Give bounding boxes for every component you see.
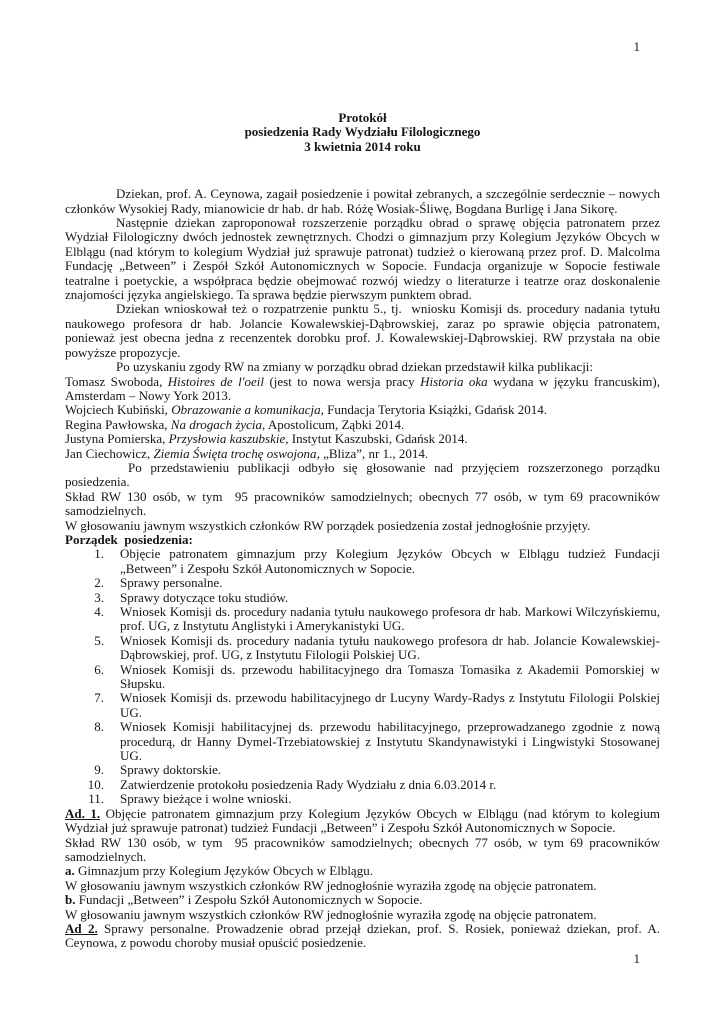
ad1-vote-b: W głosowaniu jawnym wszystkich członków RW jednogłośnie wyraziła zgodę na objęcie patronatem. <box>65 906 597 922</box>
agenda-item-number: 9. <box>94 762 104 778</box>
ad1-heading <box>65 807 660 836</box>
publication-title: Histoires de l'oeil <box>167 373 265 389</box>
agenda-item-text: Wniosek Komisji ds. procedury nadania tytułu naukowego profesora dr hab. Jolancie Kowalewskiej-Dąbrowskiej, prof. UG, z Instytutu Filologii Polskiej UG. <box>120 632 660 663</box>
text-run: Objęcie patronatem gimnazjum przy Kolegium Języków Obcych w Elblągu (nad którym to kolegium Wydział już sprawuje patronat) tudzież Fundacji „Between” i Zespołu Szkół Autonomicznych w Sopocie. <box>65 805 660 836</box>
text-run: Fundacji „Between” i Zespołu Szkół Autonomicznych w Sopocie. <box>75 892 423 908</box>
paragraph-motion-point5: Dziekan wnioskował też o rozpatrzenie punktu 5., tj. wniosku Komisji ds. procedury nadania tytułu naukowego profesora dr hab. Jolancie Kowalewskiej-Dąbrowskiej, zaraz po sprawie objęcia patronatem, ponieważ jest obecna jedna z recenzentek dorobku prof. J. Kowalewskiej-Dąbrowskiej. RW przystała na obie powyższe propozycje. <box>65 301 660 360</box>
paragraph-publications-intro: Po uzyskaniu zgody RW na zmiany w porządku obrad dziekan przedstawił kilka publikacji: <box>116 359 594 375</box>
agenda-item-6 <box>65 663 660 692</box>
agenda-item-text: Sprawy doktorskie. <box>120 762 222 778</box>
ad1-label: Ad. 1. <box>65 805 101 821</box>
agenda-item-text: Wniosek Komisji habilitacyjnej ds. przewodu habilitacyjnego, przeprowadzanego zgodnie z nową procedurą, dr Hanny Dymel-Trzebiatowskiej z Instytutu Skandynawistyki i Lingwistyki Stosowanej UG. <box>120 719 660 764</box>
agenda-item-text: Sprawy personalne. <box>120 575 223 591</box>
text-run: , Fundacja Terytoria Książki, Gdańsk 2014. <box>320 402 547 418</box>
agenda-item-number: 2. <box>94 575 104 591</box>
agenda-heading: Porządek posiedzenia: <box>65 531 193 547</box>
text-run: , Instytut Kaszubski, Gdańsk 2014. <box>285 431 468 447</box>
text-run: Tomasz Swoboda, <box>65 373 168 389</box>
publication-ciechowicz <box>65 447 660 461</box>
agenda-item-text: Zatwierdzenie protokołu posiedzenia Rady Wydziału z dnia 6.03.2014 r. <box>120 776 497 792</box>
point-a-label: a. <box>65 863 75 879</box>
agenda-item-11 <box>65 792 660 806</box>
agenda-item-9 <box>65 763 660 777</box>
agenda-item-number: 6. <box>94 661 104 677</box>
paragraph-after-publications: Po przedstawieniu publikacji odbyło się głosowanie nad przyjęciem rozszerzonego porządku posiedzenia. <box>65 459 660 490</box>
publication-title: Obrazowanie a komunikacja <box>171 402 321 418</box>
agenda-item-text: Sprawy dotyczące toku studiów. <box>120 589 289 605</box>
paragraph-vote-agenda: W głosowaniu jawnym wszystkich członków RW porządek posiedzenia został jednogłośnie przyjęty. <box>65 517 591 533</box>
publication-title: Przysłowia kaszubskie <box>168 431 286 447</box>
text-run: Jan Ciechowicz, <box>65 445 154 461</box>
publication-title: Na drogach życia <box>170 416 263 432</box>
agenda-item-5 <box>65 634 660 663</box>
agenda-item-8 <box>65 720 660 763</box>
ad2-label: Ad 2. <box>65 920 98 936</box>
text-run: Regina Pawłowska, <box>65 416 171 432</box>
agenda-item-number: 11. <box>88 791 104 807</box>
ad1-point-a <box>65 864 660 878</box>
agenda-item-7 <box>65 691 660 720</box>
text-run: , Apostolicum, Ząbki 2014. <box>262 416 405 432</box>
ad1-point-b <box>65 893 660 907</box>
publication-kubinski <box>65 403 660 417</box>
agenda-item-2 <box>65 576 660 590</box>
text-run: Sprawy personalne. Prowadzenie obrad przejął dziekan, prof. S. Rosiek, ponieważ dziekan, prof. A. Ceynowa, z powodu choroby musiał opuścić posiedzenie. <box>65 920 660 951</box>
text-run: , „Bliza”, nr 1., 2014. <box>316 445 429 461</box>
point-b-label: b. <box>65 892 76 908</box>
text-run: wydana w języku francuskim), Amsterdam – Nowy York 2013. <box>65 373 660 403</box>
publication-pawlowska <box>65 418 660 432</box>
ad1-vote-a: W głosowaniu jawnym wszystkich członków RW jednogłośnie wyraziła zgodę na objęcie patronatem. <box>65 877 597 893</box>
agenda-item-number: 3. <box>94 589 104 605</box>
page-number-header: 1 <box>633 39 640 54</box>
agenda-item-text: Sprawy bieżące i wolne wnioski. <box>120 791 292 807</box>
ad2-heading <box>65 922 660 951</box>
document-content <box>65 0 660 951</box>
agenda-item-1 <box>65 547 660 576</box>
agenda-item-10 <box>65 778 660 792</box>
text-run: Gimnazjum przy Kolegium Języków Obcych w Elblągu. <box>74 863 373 879</box>
title-line-protokol: Protokół <box>338 110 387 125</box>
title-line-council: posiedzenia Rady Wydziału Filologicznego <box>244 124 481 140</box>
paragraph-attendance: Skład RW 130 osób, w tym 95 pracowników samodzielnych; obecnych 77 osób, w tym 69 pracowników samodzielnych. <box>65 488 660 519</box>
paragraph-agenda-expansion: Następnie dziekan zaproponował rozszerzenie porządku obrad o sprawę objęcia patronatem przez Wydział Filologiczny dwóch jednostek zewnętrznych. Chodzi o gimnazjum przy Kolegium Języków Obcych w Elblągu (nad którym to kolegium Wydział już sprawuje patronat) tudzież o kierowaną przez prof. D. Malcolma Fundację „Between” i Zespół Szkół Autonomicznych w Sopocie. Fundacja organizuje w Sopocie festiwale teatralne i poetyckie, a współpraca będzie obejmować rozwój wiedzy o literaturze i teatrze oraz doskonalenie znajomości języka angielskiego. Ta sprawa będzie pierwszym punktem obrad. <box>65 215 660 303</box>
publication-pomierska <box>65 432 660 446</box>
title-line-date: 3 kwietnia 2014 roku <box>304 138 421 154</box>
agenda-item-number: 8. <box>94 719 104 735</box>
text-run: Justyna Pomierska, <box>65 431 169 447</box>
document-title <box>65 111 660 154</box>
agenda-item-4 <box>65 605 660 634</box>
text-run: (jest to nowa wersja pracy <box>264 373 421 389</box>
agenda-item-text: Wniosek Komisji ds. procedury nadania tytułu naukowego profesora dr hab. Markowi Wilczyńskiemu, prof. UG, z Instytutu Anglistyki i Amerykanistyki UG. <box>120 604 660 634</box>
agenda-item-text: Wniosek Komisji ds. przewodu habilitacyjnego dra Tomasza Tomasika z Akademii Pomorskiej w Słupsku. <box>120 661 660 692</box>
ad1-attendance: Skład RW 130 osób, w tym 95 pracowników samodzielnych; obecnych 77 osób, w tym 69 pracowników samodzielnych. <box>65 834 660 864</box>
page-number-footer: 1 <box>633 951 640 966</box>
agenda-item-number: 4. <box>94 604 104 619</box>
publication-title: Ziemia Święta trochę oswojona <box>153 445 317 461</box>
agenda-item-number: 10. <box>87 776 104 792</box>
publication-title: Historia oka <box>420 373 488 389</box>
agenda-item-number: 1. <box>94 546 104 562</box>
text-run: Wojciech Kubiński, <box>65 402 172 418</box>
paragraph-opening: Dziekan, prof. A. Ceynowa, zagaił posiedzenie i powitał zebranych, a szczególnie serdecznie – nowych członków Wysokiej Rady, mianowicie dr hab. dr hab. Różę Wosiak-Śliwę, Bogdana Burligę i Jana Sikorę. <box>65 186 660 216</box>
agenda-list <box>65 547 660 806</box>
publication-swoboda <box>65 375 660 404</box>
agenda-item-text: Wniosek Komisji ds. przewodu habilitacyjnego dr Lucyny Wardy-Radys z Instytutu Filologii Polskiej UG. <box>120 690 660 720</box>
agenda-item-number: 5. <box>94 632 104 648</box>
agenda-item-number: 7. <box>94 690 104 706</box>
agenda-item-3 <box>65 591 660 605</box>
agenda-item-text: Objęcie patronatem gimnazjum przy Kolegium Języków Obcych w Elblągu tudzież Fundacji „Between” i Zespołu Szkół Autonomicznych w Sopocie. <box>120 546 660 576</box>
